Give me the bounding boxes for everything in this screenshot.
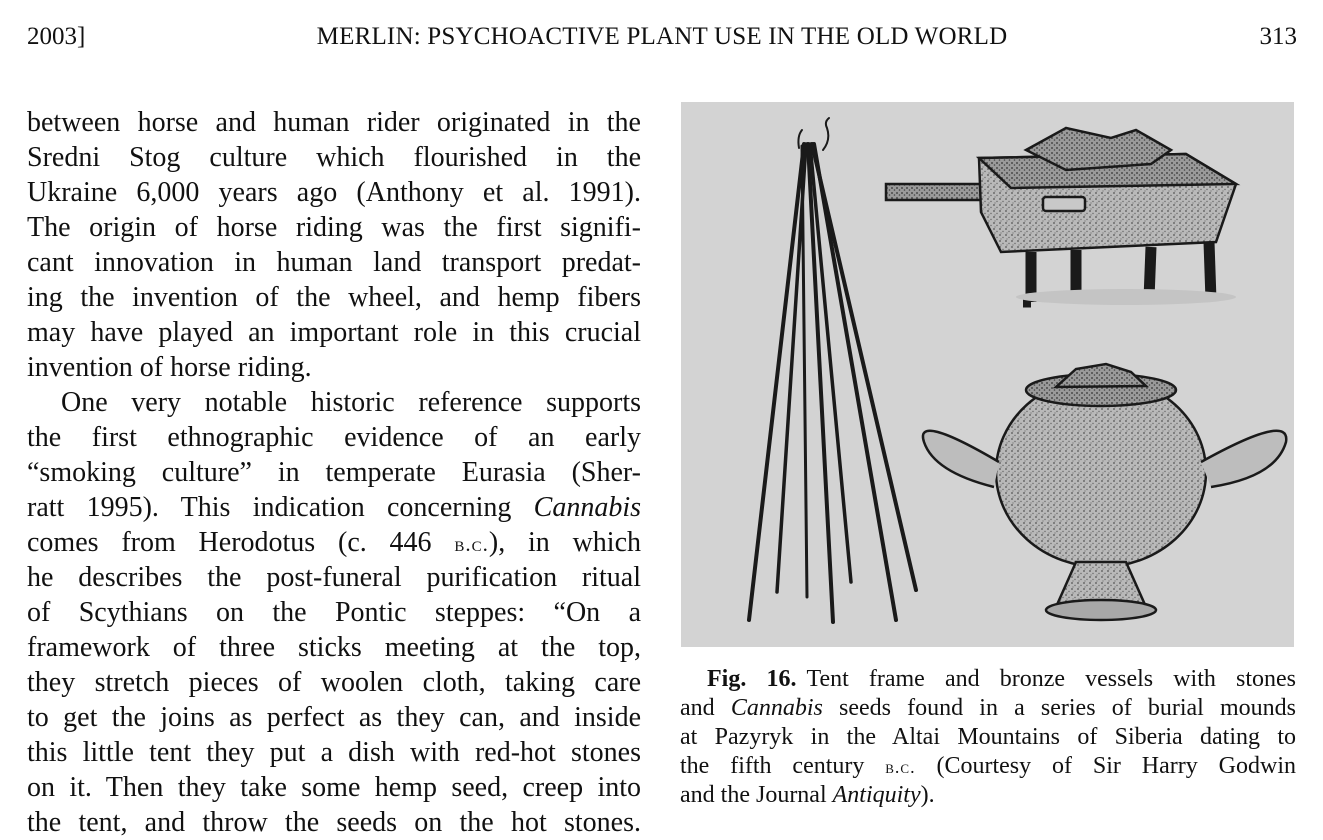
header-title: MERLIN: PSYCHOACTIVE PLANT USE IN THE OLD WORLD: [316, 23, 1008, 50]
text-line: this little tent they put a dish with red-hot stones: [27, 737, 641, 768]
figure-16-illustration: [681, 102, 1294, 647]
caption-italic-cannabis: Cannabis: [730, 695, 823, 721]
text-line: he describes the post-funeral purification ritual: [27, 562, 641, 593]
text-line: framework of three sticks meeting at the top,: [27, 632, 641, 663]
caption-segment: ).: [920, 782, 935, 808]
small-caps-bc: b.c.: [454, 532, 489, 556]
caption-segment: and the Journal: [680, 782, 833, 808]
caption-line: [680, 781, 1296, 810]
bronze-dish-vessel: [886, 128, 1236, 305]
text-line: [27, 525, 641, 560]
body-text-column: [27, 105, 641, 840]
header-year: 2003]: [27, 23, 86, 50]
text-line: One very notable historic reference supports: [61, 387, 641, 418]
text-line: ing the invention of the wheel, and hemp fibers: [27, 282, 641, 313]
text-line: “smoking culture” in temperate Eurasia (Sher-: [27, 457, 641, 488]
text-line: of Scythians on the Pontic steppes: “On a: [27, 597, 641, 628]
text-segment: comes from Herodotus (c. 446: [27, 527, 455, 558]
caption-segment: the fifth century: [680, 753, 886, 779]
text-line: to get the joins as perfect as they can, and inside: [27, 702, 641, 733]
running-header: [27, 19, 1297, 55]
text-line: [27, 490, 641, 525]
caption-segment: seeds found in a series of burial mounds: [822, 695, 1296, 721]
figure-label: Fig. 16.: [707, 666, 797, 692]
caption-segment: (Courtesy of Sir Harry Godwin: [915, 753, 1296, 779]
text-line: they stretch pieces of woolen cloth, taking care: [27, 667, 641, 698]
caption-segment: Tent frame and bronze vessels with stones: [806, 666, 1297, 692]
text-line: cant innovation in human land transport predat-: [27, 247, 641, 278]
text-segment: ratt 1995). This indication concerning: [27, 492, 534, 523]
caption-segment: and: [680, 695, 731, 721]
text-line: invention of horse riding.: [27, 352, 312, 383]
text-line: may have played an important role in this crucial: [27, 317, 641, 348]
header-page-number: 313: [1259, 23, 1297, 50]
bronze-cauldron-vessel: [923, 364, 1286, 620]
caption-line: [680, 665, 1296, 694]
text-line: between horse and human rider originated in the: [27, 107, 641, 138]
text-segment: ), in which: [488, 527, 642, 558]
caption-line: at Pazyryk in the Altai Mountains of Siberia dating to: [680, 724, 1296, 750]
figure-caption: [680, 665, 1296, 810]
caption-italic-antiquity: Antiquity: [832, 782, 921, 808]
tent-and-vessels-drawing: [681, 102, 1294, 647]
caption-line: [680, 752, 1296, 781]
caption-small-caps-bc: b.c.: [885, 757, 916, 777]
text-line: Ukraine 6,000 years ago (Anthony et al. 1991).: [27, 177, 641, 208]
italic-term-cannabis: Cannabis: [533, 492, 641, 523]
text-line: Sredni Stog culture which flourished in the: [27, 142, 641, 173]
caption-line: [680, 694, 1296, 723]
text-line: on it. Then they take some hemp seed, creep into: [27, 772, 641, 803]
text-line: the tent, and throw the seeds on the hot stones.: [27, 807, 641, 838]
text-line: The origin of horse riding was the first signifi-: [27, 212, 641, 243]
text-line: the first ethnographic evidence of an early: [27, 422, 641, 453]
